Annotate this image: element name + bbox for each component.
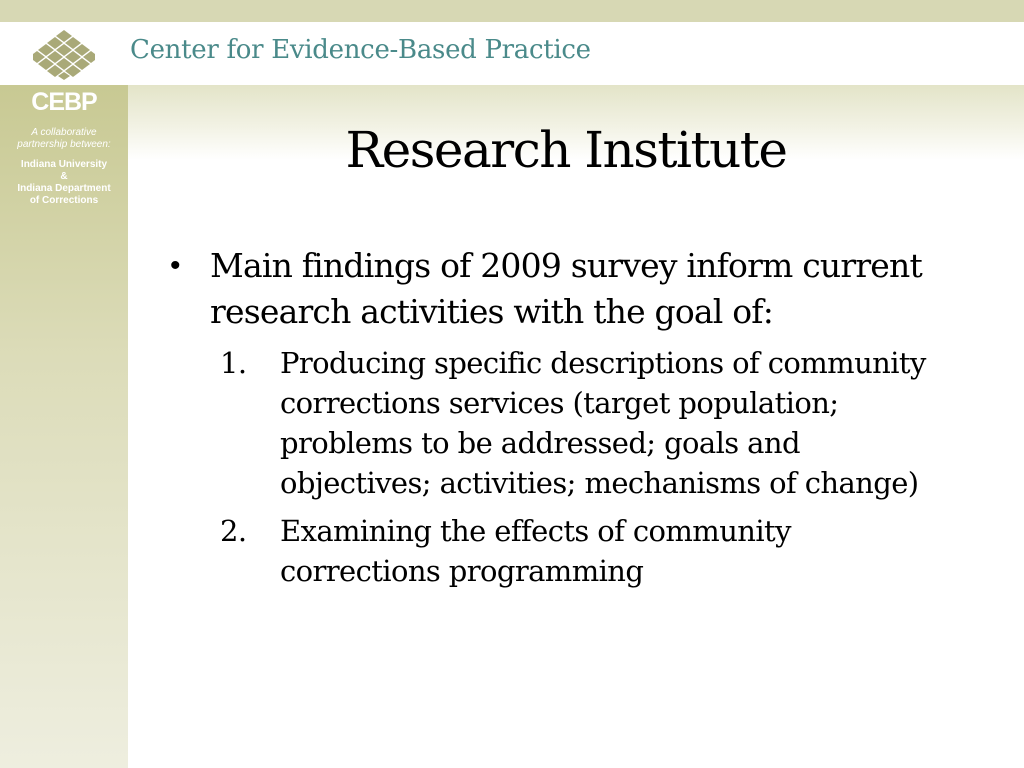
sidebar [0,85,128,768]
partner-line: Indiana Department [17,183,111,194]
bullet-marker: • [170,249,180,282]
organization-name: Center for Evidence-Based Practice [130,35,591,65]
numbered-text: Examining the effects of community corrections programming [280,514,791,588]
cebp-abbreviation: CEBP [31,88,97,116]
partner-line: Indiana University [20,159,108,170]
partner-list [0,159,128,207]
partnership-line: partnership between: [17,139,111,150]
slide-content [170,243,990,599]
diamond-lattice-logo-icon [33,30,95,80]
partnership-caption [0,127,128,151]
partner-line: & [60,171,68,182]
numbered-list [170,343,990,591]
top-band [0,0,1024,22]
numbered-text: Producing specific descriptions of community corrections services (target population; problems to be addressed; goals and objectives; activities; mechanisms of change) [280,346,926,500]
bullet-text: Main findings of 2009 survey inform current research activities with the goal of: [210,246,922,331]
slide-title: Research Institute [345,121,787,179]
bullet-item [170,243,990,335]
partnership-line: A collaborative [31,127,97,138]
numbered-item [220,511,930,591]
numbered-marker: 2. [220,514,247,548]
numbered-marker: 1. [220,346,247,380]
partner-line: of Corrections [29,195,99,206]
numbered-item [220,343,930,503]
